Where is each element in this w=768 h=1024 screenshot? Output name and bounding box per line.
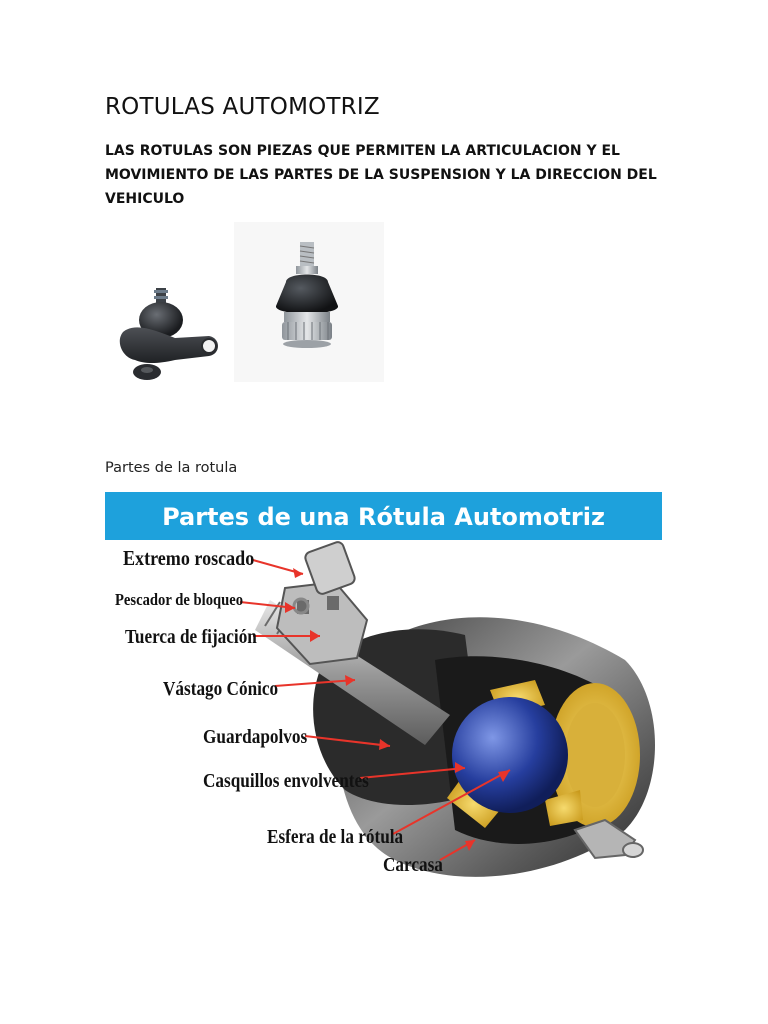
label-vastago-conico: Vástago Cónico	[163, 678, 279, 700]
label-extremo-roscado: Extremo roscado	[123, 546, 255, 570]
parts-section-label: Partes de la rotula	[105, 460, 238, 476]
diagram-banner-title: Partes de una Rótula Automotriz	[162, 503, 605, 531]
label-tuerca-de-fijacion: Tuerca de fijación	[125, 626, 257, 648]
label-esfera-de-la-rotula: Esfera de la rótula	[267, 826, 404, 848]
label-casquillos-envolventes: Casquillos envolventes	[203, 770, 369, 792]
ball-joint-photo-1	[105, 280, 225, 382]
label-pescador-de-bloqueo: Pescador de bloqueo	[115, 590, 244, 609]
intro-paragraph: LAS ROTULAS SON PIEZAS QUE PERMITEN LA ARTICULACION Y EL MOVIMIENTO DE LAS PARTES DE LA SUSPENSION Y LA DIRECCION DEL VEHICULO	[105, 143, 657, 207]
label-guardapolvos: Guardapolvos	[203, 726, 308, 748]
ball-joint-photo-2	[234, 222, 384, 382]
parts-diagram	[105, 492, 662, 892]
document-title: ROTULAS AUTOMOTRIZ	[105, 94, 380, 120]
label-carcasa: Carcasa	[383, 854, 443, 876]
